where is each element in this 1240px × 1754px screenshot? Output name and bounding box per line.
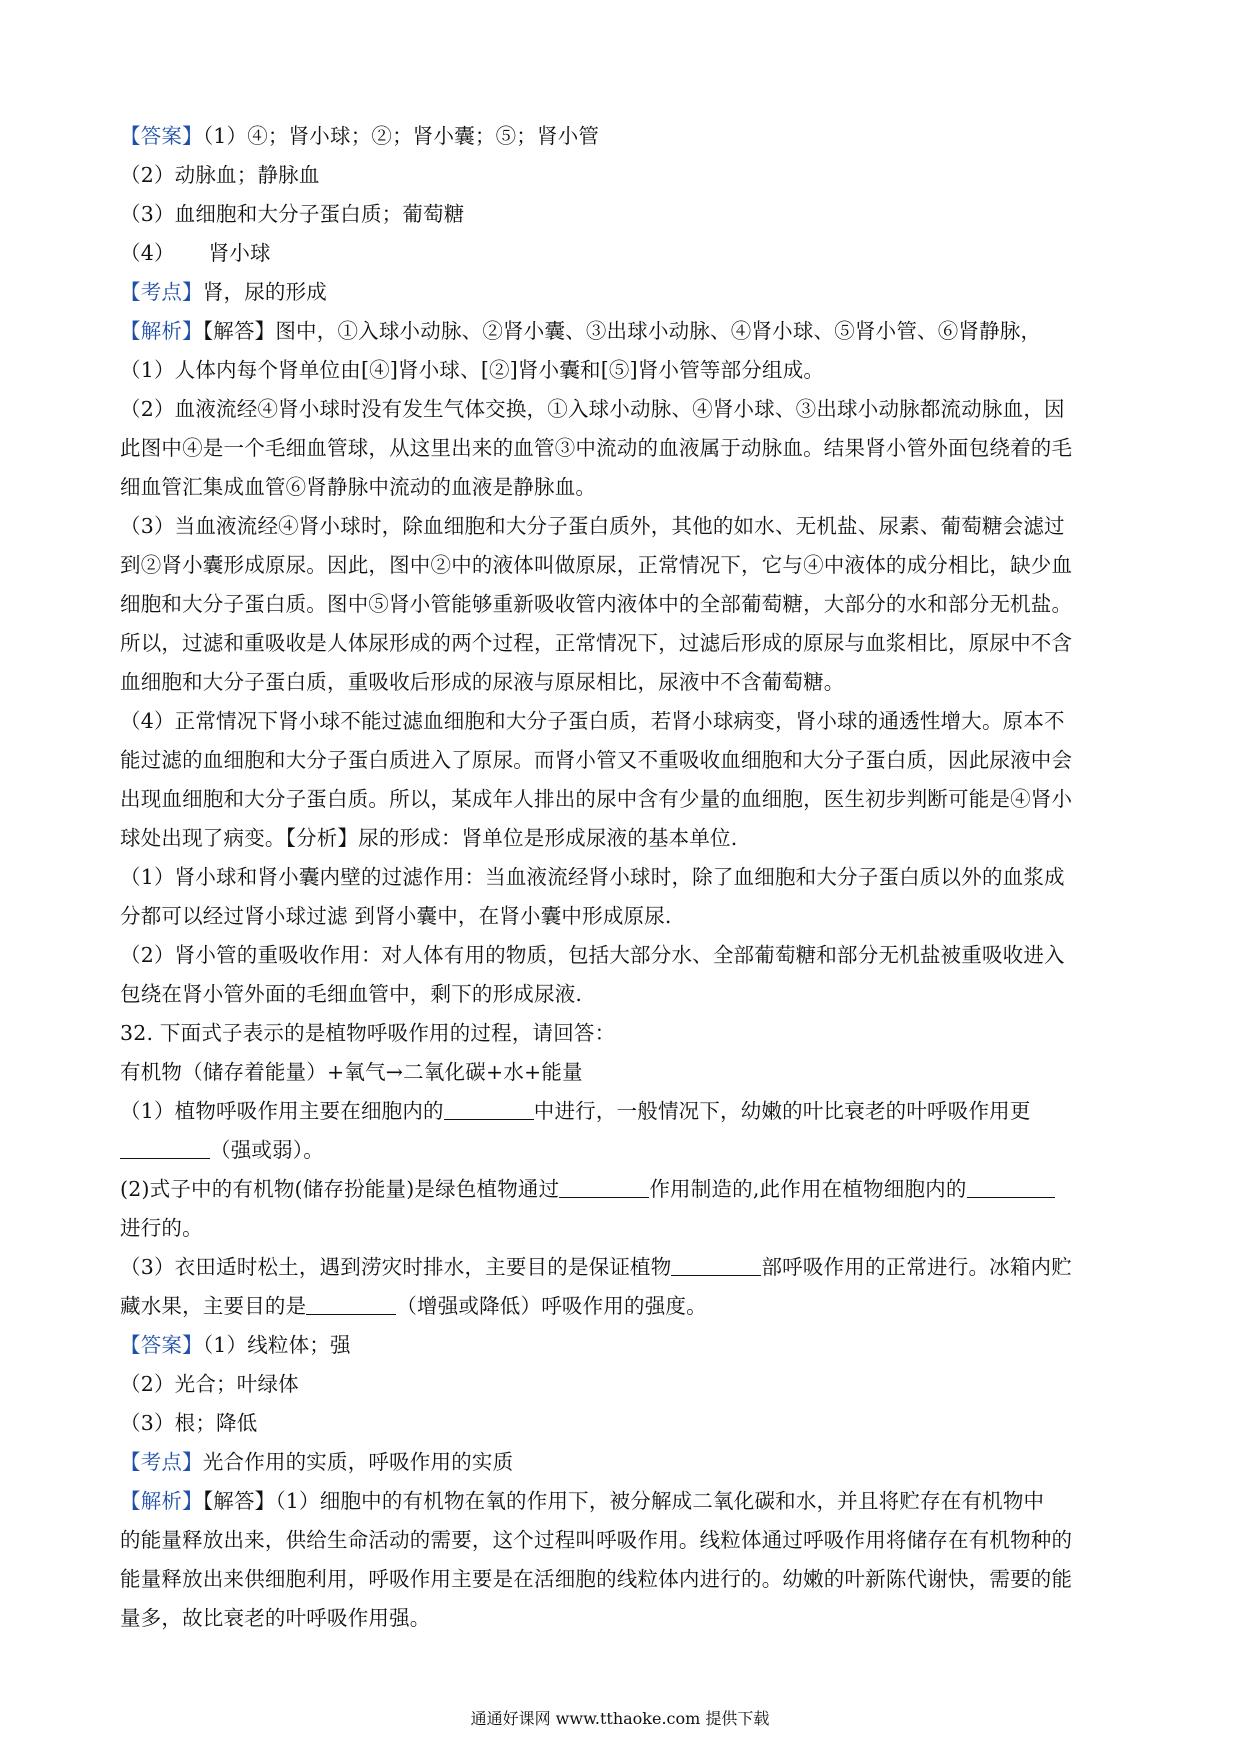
question-line xyxy=(120,1131,1130,1170)
answer-line: （2）动脉血；静脉血 xyxy=(120,163,320,187)
jiexi-line: （2）血液流经④肾小球时没有发生气体交换，①入球小动脉、④肾小球、③出球小动脉都流动脉血，因 xyxy=(120,397,1065,421)
jiexi-line: 能过滤的血细胞和大分子蛋白质进入了原尿。而肾小管又不重吸收血细胞和大分子蛋白质，因此尿液中会 xyxy=(120,748,1073,772)
jiexi-line: 分都可以经过肾小球过滤 到肾小囊中，在肾小囊中形成原尿. xyxy=(120,904,672,928)
jiexi-line: 能量释放出来供细胞利用，呼吸作用主要是在活细胞的线粒体内进行的。幼嫩的叶新陈代谢快，需要的能 xyxy=(120,1567,1073,1591)
jiexi-line xyxy=(120,312,1130,351)
answer-tag: 【答案】 xyxy=(120,1333,203,1357)
jiexi-line: 量多，故比衰老的叶呼吸作用强。 xyxy=(120,1606,431,1630)
kaodian-tag: 【考点】 xyxy=(120,1450,203,1474)
question-text: 部呼吸作用的正常进行。冰箱内贮 xyxy=(761,1255,1072,1279)
answer-line xyxy=(120,117,1130,156)
answer-blank[interactable] xyxy=(120,1136,210,1159)
jiexi-line: （4）正常情况下肾小球不能过滤血细胞和大分子蛋白质，若肾小球病变，肾小球的通透性增大。原本不 xyxy=(120,709,1065,733)
answer-line: （3）血细胞和大分子蛋白质；葡萄糖 xyxy=(120,202,465,226)
question-line xyxy=(120,1170,1130,1209)
question-line xyxy=(120,1248,1130,1287)
question-text: （3）衣田适时松土，遇到涝灾时排水，主要目的是保证植物 xyxy=(120,1255,672,1279)
question-text: 作用制造的,此作用在植物细胞内的 xyxy=(649,1177,967,1201)
jiexi-line: （2）肾小管的重吸收作用：对人体有用的物质，包括大部分水、全部葡萄糖和部分无机盐被重吸收进入 xyxy=(120,943,1065,967)
jiexi-line: 包绕在肾小管外面的毛细血管中，剩下的形成尿液. xyxy=(120,982,583,1006)
answer-tag: 【答案】 xyxy=(120,124,203,148)
jiexi-line xyxy=(120,1482,1130,1521)
answer-blank[interactable] xyxy=(967,1175,1055,1198)
kaodian-line xyxy=(120,273,1130,312)
jiexi-line: （1）人体内每个肾单位由[④]肾小球、[②]肾小囊和[⑤]肾小管等部分组成。 xyxy=(120,358,825,382)
jiexi-tag: 【解析】 xyxy=(120,1489,203,1513)
question-line: 进行的。 xyxy=(120,1216,203,1240)
jiexi-line: 细胞和大分子蛋白质。图中⑤肾小管能够重新吸收管内液体中的全部葡萄糖，大部分的水和部分无机盐。 xyxy=(120,592,1073,616)
answer-number: （4） xyxy=(120,241,175,265)
question-text: （强或弱）。 xyxy=(210,1138,324,1162)
question-text: （1）植物呼吸作用主要在细胞内的 xyxy=(120,1099,444,1123)
answer-text: （1）④；肾小球；②；肾小囊；⑤；肾小管 xyxy=(202,124,600,148)
answer-line xyxy=(120,234,1130,273)
jiexi-text: 【解答】（1）细胞中的有机物在氧的作用下，被分解成二氧化碳和水，并且将贮存在有机物中 xyxy=(202,1489,1045,1513)
jiexi-line: 血细胞和大分子蛋白质，重吸收后形成的尿液与原尿相比，尿液中不含葡萄糖。 xyxy=(120,670,845,694)
question-text: 藏水果，主要目的是 xyxy=(120,1294,307,1318)
page-footer: 通通好课网 www.tthaoke.com 提供下载 xyxy=(470,1709,770,1728)
answer-blank[interactable] xyxy=(671,1253,761,1276)
jiexi-line: 此图中④是一个毛细血管球，从这里出来的血管③中流动的血液属于动脉血。结果肾小管外面包绕着的毛 xyxy=(120,436,1073,460)
answer-line: （3）根；降低 xyxy=(120,1411,258,1435)
question-text: (2)式子中的有机物(储存扮能量)是绿色植物通过 xyxy=(120,1177,560,1201)
kaodian-text: 光合作用的实质，呼吸作用的实质 xyxy=(202,1450,514,1474)
answer-text: （1）线粒体；强 xyxy=(202,1333,351,1357)
answer-blank[interactable] xyxy=(444,1097,534,1120)
jiexi-tag: 【解析】 xyxy=(120,319,203,343)
jiexi-line: 出现血细胞和大分子蛋白质。所以，某成年人排出的尿中含有少量的血细胞，医生初步判断可能是④肾小 xyxy=(120,787,1073,811)
answer-blank[interactable] xyxy=(559,1175,649,1198)
answer-line xyxy=(120,1326,1130,1365)
answer-line: （2）光合；叶绿体 xyxy=(120,1372,299,1396)
question-line xyxy=(120,1092,1130,1131)
question-stem: 32. 下面式子表示的是植物呼吸作用的过程，请回答： xyxy=(120,1021,616,1045)
kaodian-line xyxy=(120,1443,1130,1482)
question-text: （增强或降低）呼吸作用的强度。 xyxy=(396,1294,707,1318)
kaodian-text: 肾，尿的形成 xyxy=(202,280,328,304)
kaodian-tag: 【考点】 xyxy=(120,280,203,304)
question-text: 中进行，一般情况下，幼嫩的叶比衰老的叶呼吸作用更 xyxy=(533,1099,1031,1123)
question-formula: 有机物（储存着能量）+氧气→二氧化碳+水+能量 xyxy=(120,1060,583,1084)
jiexi-line: 细血管汇集成血管⑥肾静脉中流动的血液是静脉血。 xyxy=(120,475,597,499)
jiexi-line: 的能量释放出来，供给生命活动的需要，这个过程叫呼吸作用。线粒体通过呼吸作用将储存在有机物种的 xyxy=(120,1528,1073,1552)
jiexi-line: （3）当血液流经④肾小球时，除血细胞和大分子蛋白质外，其他的如水、无机盐、尿素、葡萄糖会滤过 xyxy=(120,514,1065,538)
answer-text: 肾小球 xyxy=(208,241,271,265)
jiexi-line: 球处出现了病变。【分析】尿的形成：肾单位是形成尿液的基本单位. xyxy=(120,826,738,850)
jiexi-line: （1）肾小球和肾小囊内壁的过滤作用：当血液流经肾小球时，除了血细胞和大分子蛋白质以外的血浆成 xyxy=(120,865,1065,889)
answer-blank[interactable] xyxy=(306,1292,396,1315)
jiexi-line: 所以，过滤和重吸收是人体尿形成的两个过程，正常情况下，过滤后形成的原尿与血浆相比，原尿中不含 xyxy=(120,631,1073,655)
jiexi-line: 到②肾小囊形成原尿。因此，图中②中的液体叫做原尿，正常情况下，它与④中液体的成分相比，缺少血 xyxy=(120,553,1073,577)
jiexi-text: 【解答】图中，①入球小动脉、②肾小囊、③出球小动脉、④肾小球、⑤肾小管、⑥肾静脉， xyxy=(202,319,1042,343)
question-line xyxy=(120,1287,1130,1326)
document-page xyxy=(120,117,1130,1638)
